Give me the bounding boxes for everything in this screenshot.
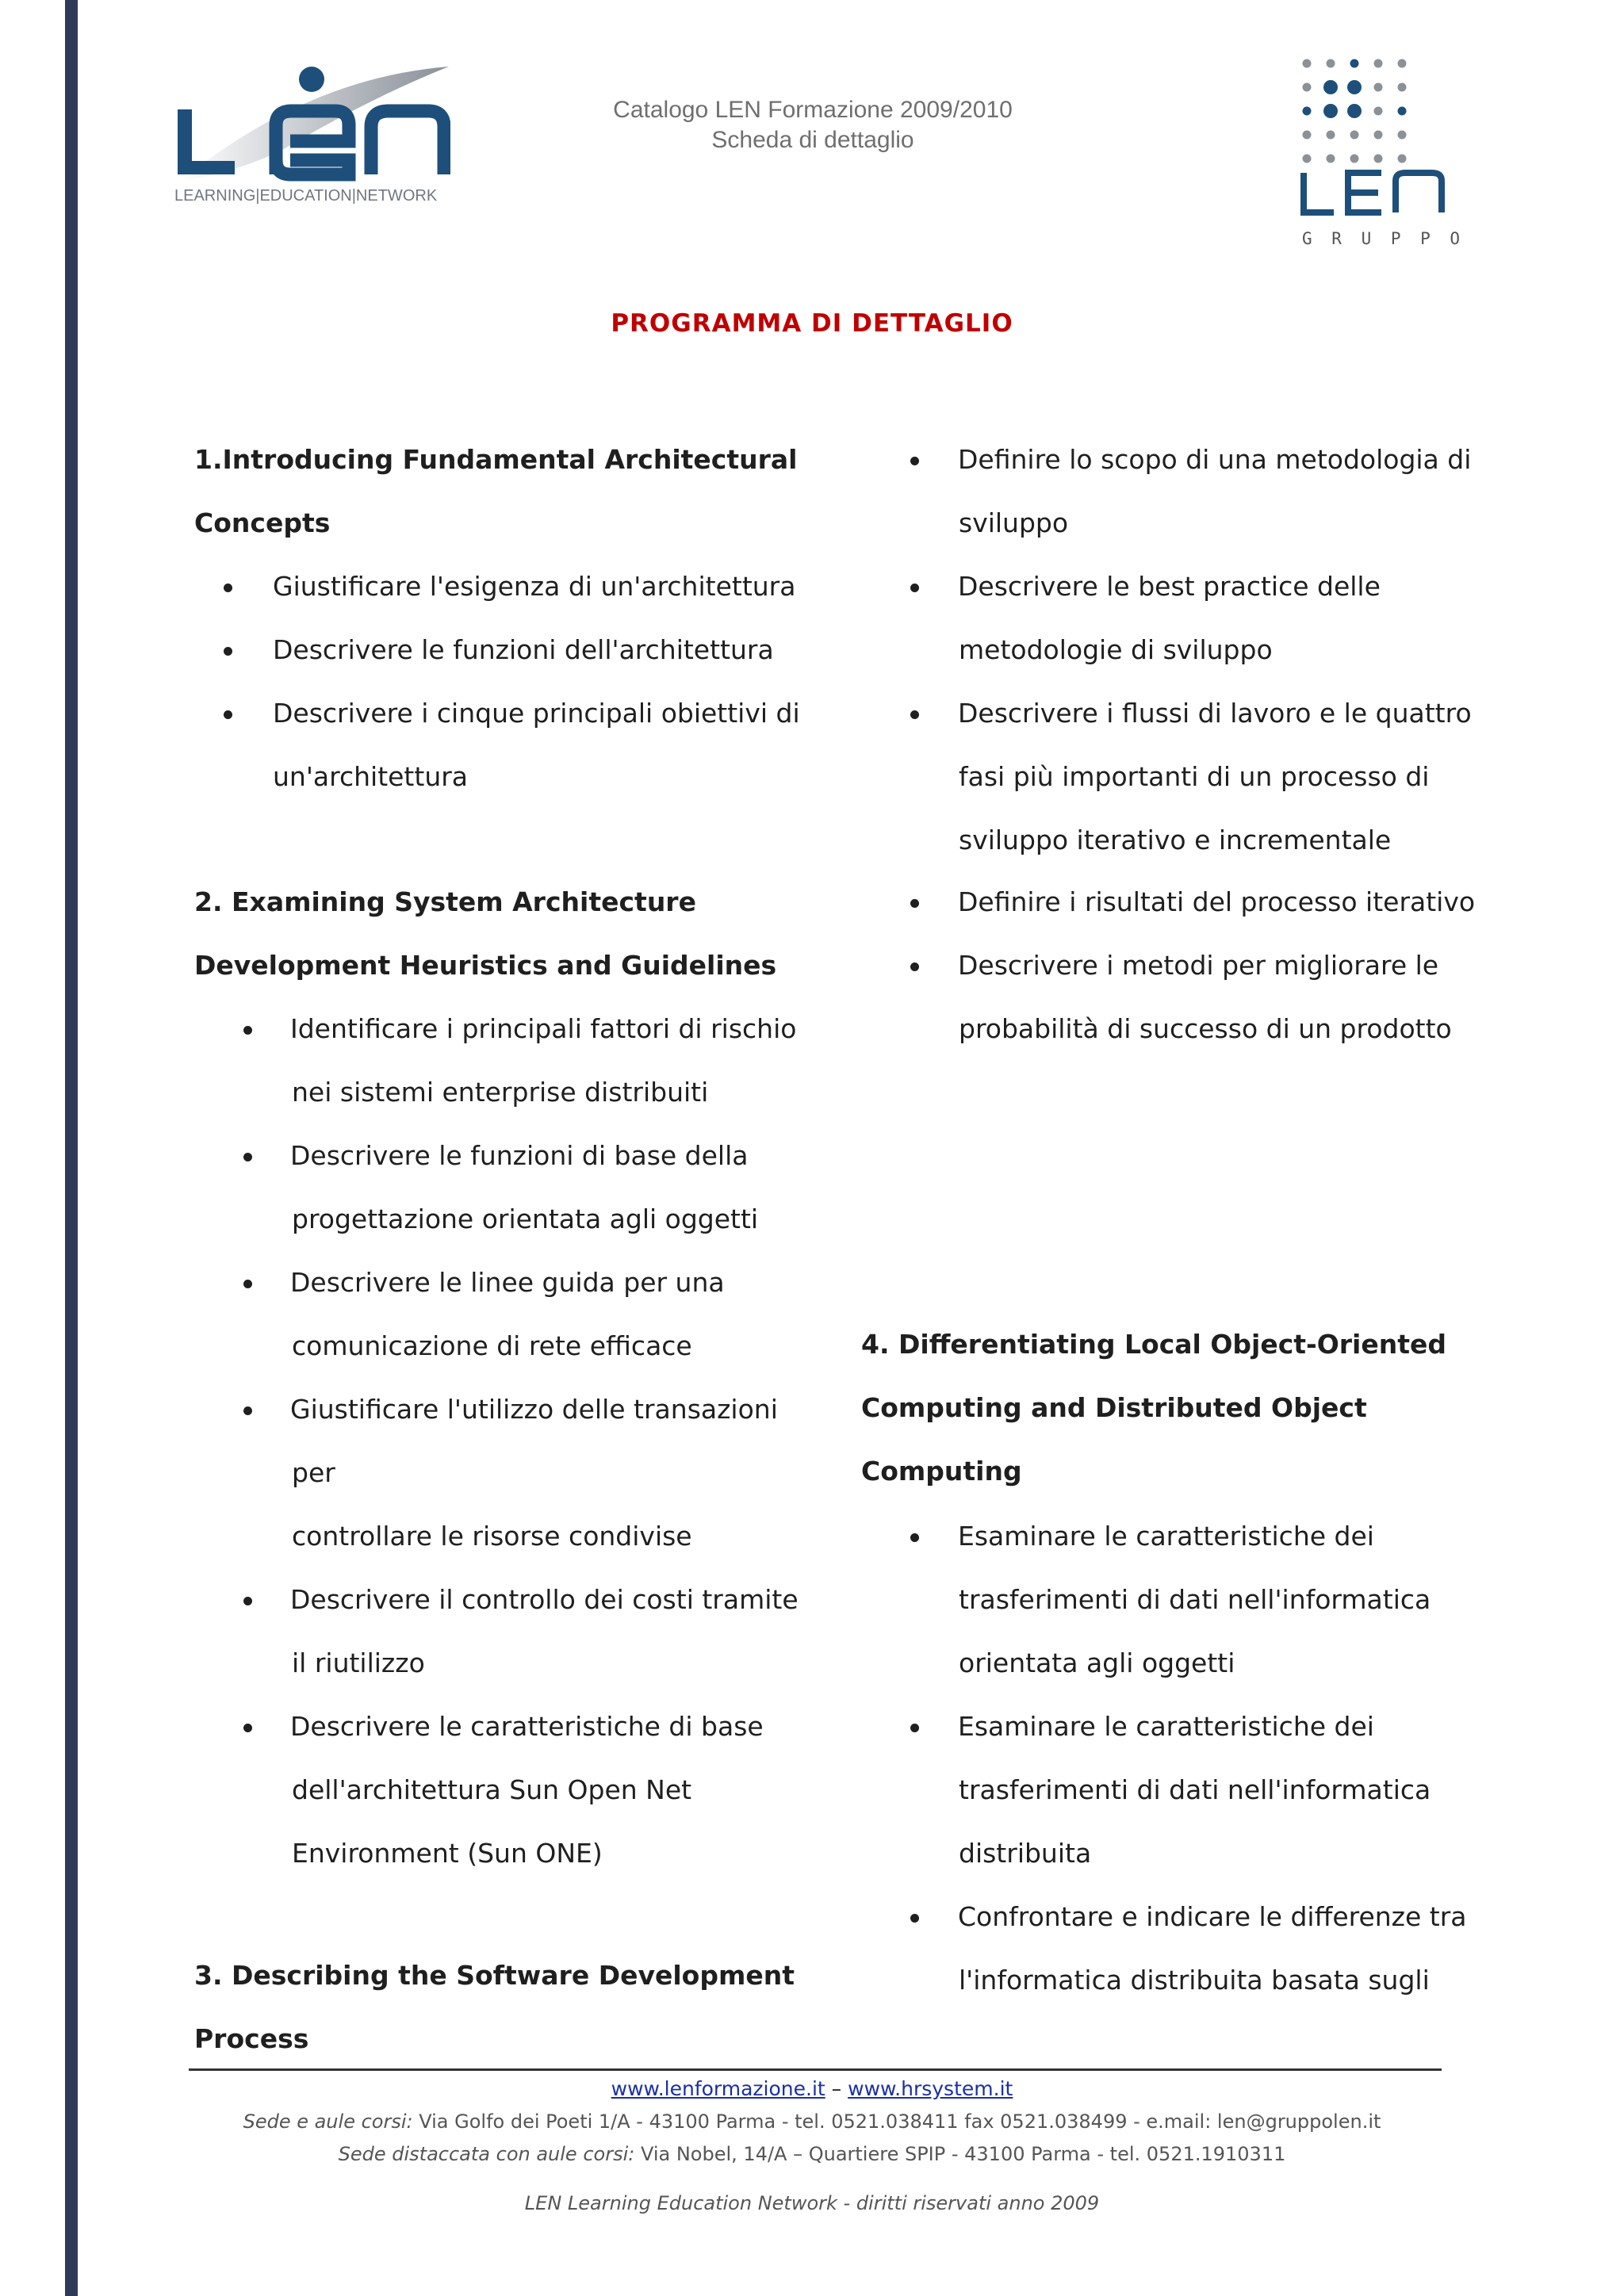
bullet-icon [243, 1153, 252, 1161]
catalog-header [555, 95, 1071, 155]
logo-dot [1303, 155, 1312, 163]
list-item: Descrivere i cinque principali obiettivi di [273, 698, 800, 729]
list-item: metodologie di sviluppo [959, 634, 1273, 665]
section-heading: Computing and Distributed Object [861, 1392, 1367, 1423]
list-item: controllare le risorse condivise [292, 1521, 692, 1552]
logo-dot [1374, 155, 1383, 163]
section-heading: Concepts [194, 507, 331, 538]
logo-dot [1303, 59, 1312, 68]
section-heading: Process [194, 2023, 309, 2054]
logo-dot [1303, 107, 1312, 116]
list-item: comunicazione di rete efficace [292, 1330, 692, 1361]
left-border-stripe [65, 0, 78, 2296]
logo-dot [1350, 155, 1359, 163]
section-heading: 4. Differentiating Local Object-Oriented [861, 1329, 1447, 1360]
list-item: Descrivere il controllo dei costi tramite [290, 1584, 799, 1615]
lenformazione-link[interactable]: www.lenformazione.it [611, 2077, 825, 2100]
bullet-icon [910, 1533, 919, 1542]
logo-dot [1398, 155, 1407, 163]
bullet-icon [243, 1724, 252, 1732]
footer-links [0, 2076, 1624, 2103]
list-item: sviluppo [959, 507, 1069, 538]
section-heading: 1.Introducing Fundamental Architectural [194, 444, 798, 475]
list-item: il riutilizzo [292, 1647, 425, 1678]
gruppo-tagline: G R U P P O [1302, 229, 1465, 248]
list-item: distribuita [959, 1838, 1092, 1869]
len-gruppo-logo [1293, 54, 1475, 252]
logo-dot [1398, 131, 1407, 140]
section-heading: 2. Examining System Architecture [194, 886, 696, 917]
logo-dot [1323, 80, 1338, 94]
catalog-title: Catalogo LEN Formazione 2009/2010 [613, 97, 1013, 123]
list-item: orientata agli oggetti [959, 1647, 1235, 1678]
list-item: Environment (Sun ONE) [292, 1838, 603, 1869]
list-item: l'informatica distribuita basata sugli [959, 1965, 1430, 1996]
len-logo-tagline: LEARNING|EDUCATION|NETWORK [174, 187, 438, 205]
list-item: Descrivere le linee guida per una [290, 1267, 725, 1298]
logo-dot [1350, 131, 1359, 140]
logo-dot [1374, 107, 1383, 116]
bullet-icon [243, 1280, 252, 1288]
footer-text: Via Nobel, 14/A – Quartiere SPIP - 43100 Parma - tel. 0521.1910311 [634, 2143, 1286, 2165]
logo-dot [1398, 83, 1407, 92]
footer-text: Via Golfo dei Poeti 1/A - 43100 Parma - tel. 0521.038411 fax 0521.038499 - e.mail: len@gruppolen.it [412, 2110, 1381, 2133]
logo-dot [1374, 59, 1383, 68]
list-item: Descrivere i metodi per migliorare le [958, 950, 1439, 981]
logo-dot [1327, 59, 1335, 68]
logo-dot [1347, 104, 1362, 118]
catalog-subtitle: Scheda di dettaglio [711, 127, 914, 153]
list-item: Esaminare le caratteristiche dei [958, 1521, 1374, 1552]
list-item: fasi più importanti di un processo di [959, 761, 1430, 792]
footer-address-main [0, 2108, 1624, 2135]
list-item: dell'architettura Sun Open Net [292, 1774, 692, 1805]
footer-label: Sede e aule corsi: [243, 2110, 413, 2133]
list-item: Confrontare e indicare le differenze tra [958, 1901, 1467, 1932]
list-item: Descrivere le caratteristiche di base [290, 1711, 764, 1742]
bullet-icon [224, 647, 232, 656]
list-item: Descrivere i flussi di lavoro e le quattro [958, 698, 1472, 729]
list-item: nei sistemi enterprise distribuiti [292, 1077, 709, 1108]
list-item: progettazione orientata agli oggetti [292, 1203, 759, 1234]
footer-divider [189, 2068, 1442, 2071]
logo-dot [1303, 83, 1312, 92]
list-item: per [292, 1457, 335, 1488]
list-item: Definire lo scopo di una metodologia di [958, 444, 1472, 475]
list-item: trasferimenti di dati nell'informatica [959, 1774, 1431, 1805]
bullet-icon [910, 899, 919, 908]
list-item: Descrivere le best practice delle [958, 571, 1381, 602]
hrsystem-link[interactable]: www.hrsystem.it [848, 2077, 1013, 2100]
bullet-icon [243, 1597, 252, 1605]
bullet-icon [910, 457, 919, 465]
logo-dot [1398, 59, 1407, 68]
bullet-icon [224, 710, 232, 719]
list-item: trasferimenti di dati nell'informatica [959, 1584, 1431, 1615]
page-title: PROGRAMMA DI DETTAGLIO [611, 309, 1013, 338]
len-logo [173, 62, 450, 209]
logo-dot [1323, 104, 1338, 118]
footer-link-separator: – [831, 2077, 842, 2100]
copyright-text: LEN Learning Education Network - diritti riservati anno 2009 [524, 2192, 1100, 2214]
list-item: probabilità di successo di un prodotto [959, 1013, 1452, 1044]
logo-dot [1303, 131, 1312, 140]
section-heading: Development Heuristics and Guidelines [194, 950, 777, 981]
list-item: Giustificare l'esigenza di un'architettura [273, 571, 796, 602]
list-item: Descrivere le funzioni di base della [290, 1140, 749, 1171]
logo-dot [1350, 59, 1359, 68]
logo-dot [1398, 107, 1407, 116]
logo-dot [1327, 131, 1335, 140]
bullet-icon [243, 1406, 252, 1415]
bullet-icon [910, 1724, 919, 1732]
logo-dot [1374, 83, 1383, 92]
list-item: Identificare i principali fattori di rischio [290, 1013, 797, 1044]
bullet-icon [910, 962, 919, 971]
list-item: Descrivere le funzioni dell'architettura [273, 634, 774, 665]
bullet-icon [910, 584, 919, 592]
list-item: sviluppo iterativo e incrementale [959, 825, 1392, 855]
section-heading: Computing [861, 1456, 1022, 1487]
footer-address-secondary [0, 2141, 1624, 2168]
list-item: Giustificare l'utilizzo delle transazioni [290, 1394, 778, 1425]
bullet-icon [910, 710, 919, 719]
logo-dot [1327, 155, 1335, 163]
logo-dot [1347, 80, 1362, 94]
logo-dot [1374, 131, 1383, 140]
bullet-icon [910, 1914, 919, 1923]
list-item: un'architettura [273, 761, 469, 792]
bullet-icon [243, 1026, 252, 1035]
footer-label: Sede distaccata con aule corsi: [338, 2143, 635, 2165]
bullet-icon [224, 584, 232, 592]
footer-copyright [0, 2190, 1624, 2217]
dot-grid-icon [1303, 59, 1407, 163]
list-item: Definire i risultati del processo iterativo [958, 886, 1476, 917]
list-item: Esaminare le caratteristiche dei [958, 1711, 1374, 1742]
section-heading: 3. Describing the Software Development [194, 1960, 795, 1991]
